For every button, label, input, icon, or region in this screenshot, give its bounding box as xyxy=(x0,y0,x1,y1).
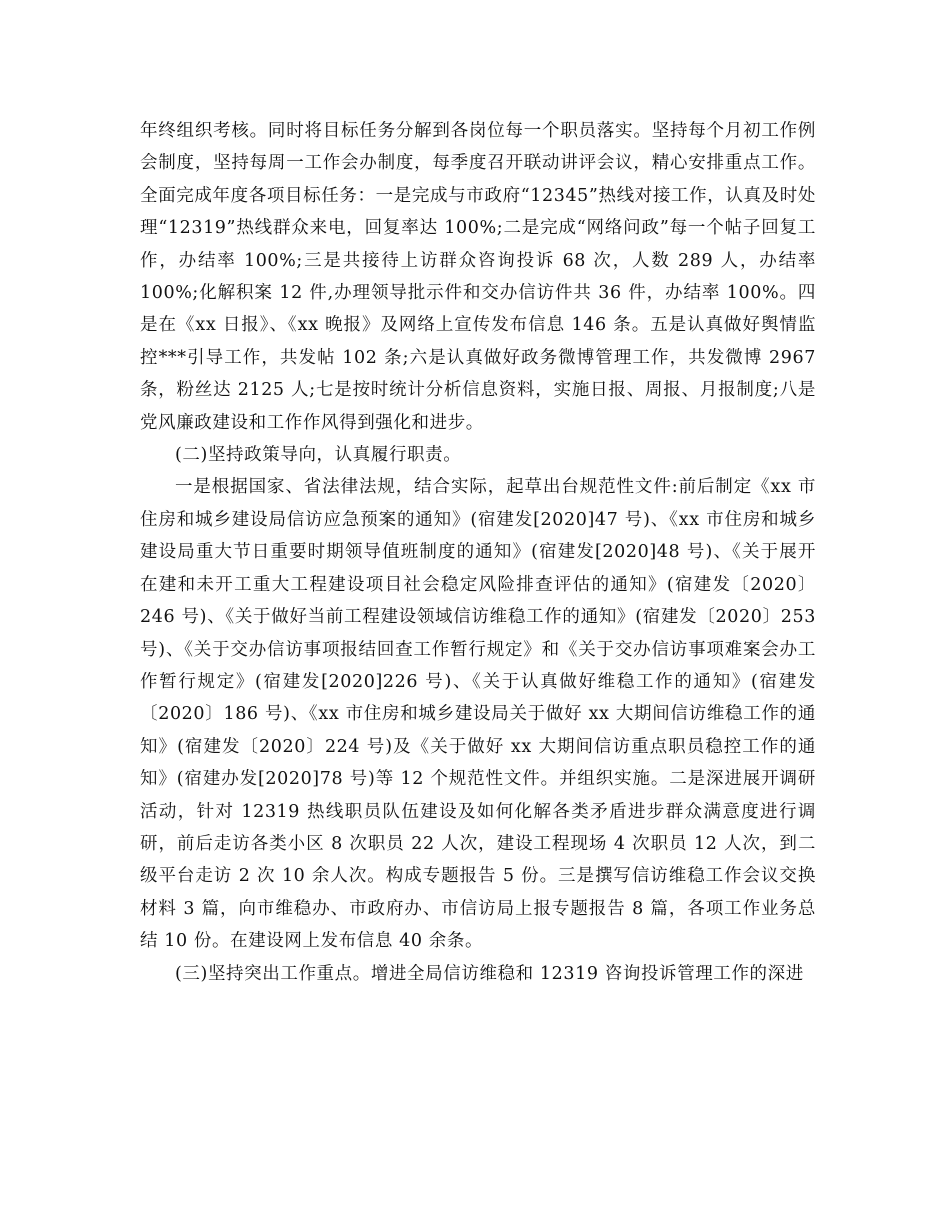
paragraph-policy-documents: 一是根据国家、省法律法规，结合实际，起草出台规范性文件:前后制定《xx 市住房和城乡建设局信访应急预案的通知》(宿建发[2020]47 号)、《xx 市住房和城乡建设局重大节日重要时期领导值班制度的通知》(宿建发[2020]48 号)、《关于展开在建和未开工重大工程建设项目社会稳定风险排查评估的通知》(宿建发〔2020〕246 号)、《关于做好当前工程建设领域信访维稳工作的通知》(宿建发〔2020〕253 号)、《关于交办信访事项报结回查工作暂行规定》和《关于交办信访事项难案会办工作暂行规定》(宿建发[2020]226 号)、《关于认真做好维稳工作的通知》(宿建发〔2020〕186 号)、《xx 市住房和城乡建设局关于做好 xx 大期间信访维稳工作的通知》(宿建发〔2020〕224 号)及《关于做好 xx 大期间信访重点职员稳控工作的通知》(宿建办发[2020]78 号)等 12 个规范性文件。并组织实施。二是深进展开调研活动，针对 12319 热线职员队伍建设及如何化解各类矛盾进步群众满意度进行调研，前后走访各类小区 8 次职员 22 人次，建设工程现场 4 次职员 12 人次，到二级平台走访 2 次 10 余人次。构成专题报告 5 份。三是撰写信访维稳工作会议交换材料 3 篇，向市维稳办、市政府办、市信访局上报专题报告 8 篇，各项工作业务总结 10 份。在建设网上发布信息 40 余条。 xyxy=(140,477,816,952)
paragraph-targets-summary: 年终组织考核。同时将目标任务分解到各岗位每一个职员落实。坚持每个月初工作例会制度，坚持每周一工作会办制度，每季度召开联动讲评会议，精心安排重点工作。全面完成年度各项目标任务：一是完成与市政府“12345”热线对接工作，认真及时处理“12319”热线群众来电，回复率达 100%;二是完成“网络问政”每一个帖子回复工作，办结率 100%;三是共接待上访群众咨询投诉 68 次，人数 289 人，办结率 100%;化解积案 12 件,办理领导批示件和交办信访件共 36 件，办结率 100%。四是在《xx 日报》、《xx 晚报》及网络上宣传发布信息 146 条。五是认真做好舆情监控***引导工作，共发帖 102 条;六是认真做好政务微博管理工作，共发微博 2967 条，粉丝达 2125 人;七是按时统计分析信息资料，实施日报、周报、月报制度;八是党风廉政建设和工作作风得到强化和进步。 xyxy=(140,121,816,433)
document-body xyxy=(140,115,816,990)
section-heading-key-work: (三)坚持突出工作重点。增进全局信访维稳和 12319 咨询投诉管理工作的深进 xyxy=(175,963,804,984)
section-heading-policy: (二)坚持政策导向，认真履行职责。 xyxy=(175,445,462,466)
